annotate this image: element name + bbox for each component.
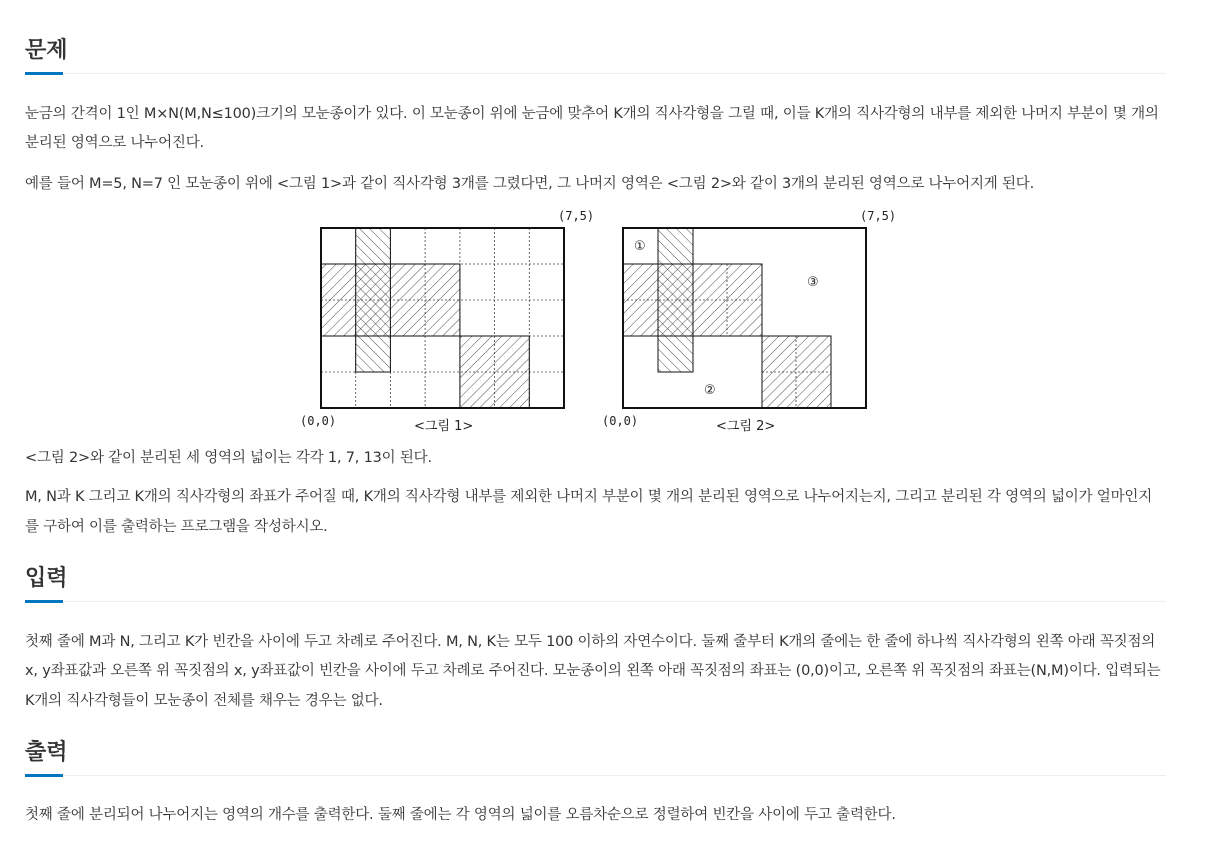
problem-paragraph-4-line-1: M, N과 K 그리고 K개의 직사각형의 좌표가 주어질 때, K개의 직사각형 내부를 제외한 나머지 부분이 몇 개의 분리된 영역으로 나누어지는지, 그리고 분리된 각 영역의 넓이가 얼마인지 <box>25 489 1153 505</box>
problem-title-rule <box>25 73 1166 74</box>
title-accent-bar <box>25 72 63 75</box>
figure-1 <box>300 209 594 434</box>
input-title-rule <box>25 601 1166 602</box>
figure-1-corner-label: (7,5) <box>558 209 595 223</box>
input-line-1: 첫째 줄에 M과 N, 그리고 K가 빈칸을 사이에 두고 차례로 주어진다. M, N, K는 모두 100 이하의 자연수이다. 둘째 줄부터 K개의 줄에는 한 줄에 하나씩 직사각형의 왼쪽 아래 꼭짓점의 <box>25 634 1156 650</box>
figure-1-origin-label: (0,0) <box>300 414 337 428</box>
figure-2-rectangles <box>623 228 831 408</box>
problem-figure <box>296 205 896 437</box>
figure-2 <box>602 209 896 434</box>
figure-2-rect-c <box>762 336 831 408</box>
problem-paragraph-3: <그림 2>와 같이 분리된 세 영역의 넓이는 각각 1, 7, 13이 된다. <box>25 450 432 466</box>
output-line-1: 첫째 줄에 분리되어 나누어지는 영역의 개수를 출력한다. 둘째 줄에는 각 영역의 넓이를 오름차순으로 정렬하여 빈칸을 사이에 두고 출력한다. <box>25 807 896 823</box>
figure-1-caption: <그림 1> <box>414 419 474 434</box>
problem-paragraph-1-line-1: 눈금의 간격이 1인 M×N(M,N≤100)크기의 모눈종이가 있다. 이 모눈종이 위에 눈금에 맞추어 K개의 직사각형을 그릴 때, 이들 K개의 직사각형의 내부를 제외한 나머지 부분이 몇 개의 <box>25 106 1159 122</box>
title-accent-bar <box>25 774 63 777</box>
input-title: 입력 <box>25 566 68 591</box>
title-accent-bar <box>25 600 63 603</box>
figure-2-caption: <그림 2> <box>716 419 776 434</box>
problem-paragraph-2: 예를 들어 M=5, N=7 인 모눈종이 위에 <그림 1>과 같이 직사각형 3개를 그렸다면, 그 나머지 영역은 <그림 2>와 같이 3개의 분리된 영역으로 나누어지게 된다. <box>25 176 1035 192</box>
input-line-2: x, y좌표값과 오른쪽 위 꼭짓점의 x, y좌표값이 빈칸을 사이에 두고 차례로 주어진다. 모눈종이의 왼쪽 아래 꼭짓점의 좌표는 (0,0)이고, 오른쪽 위 꼭짓점의 좌표는(N,M)이다. 입력되는 <box>25 663 1161 679</box>
figure-2-origin-label: (0,0) <box>602 414 639 428</box>
figure-2-region-3-label: ③ <box>807 275 819 290</box>
figure-1-rect-b <box>321 264 460 336</box>
figure-2-corner-label: (7,5) <box>860 209 896 223</box>
problem-paragraph-1-line-2: 분리된 영역으로 나누어진다. <box>25 135 204 151</box>
figure-2-region-2-label: ② <box>704 383 716 398</box>
output-title: 출력 <box>25 740 68 765</box>
figure-2-rect-b <box>623 264 762 336</box>
output-title-rule <box>25 775 1166 776</box>
figure-2-region-1-label: ① <box>634 239 646 254</box>
input-line-3: K개의 직사각형들이 모눈종이 전체를 채우는 경우는 없다. <box>25 693 383 709</box>
problem-paragraph-4-line-2: 를 구하여 이를 출력하는 프로그램을 작성하시오. <box>25 519 328 535</box>
problem-title: 문제 <box>25 38 68 63</box>
figure-1-rect-c <box>460 336 529 408</box>
